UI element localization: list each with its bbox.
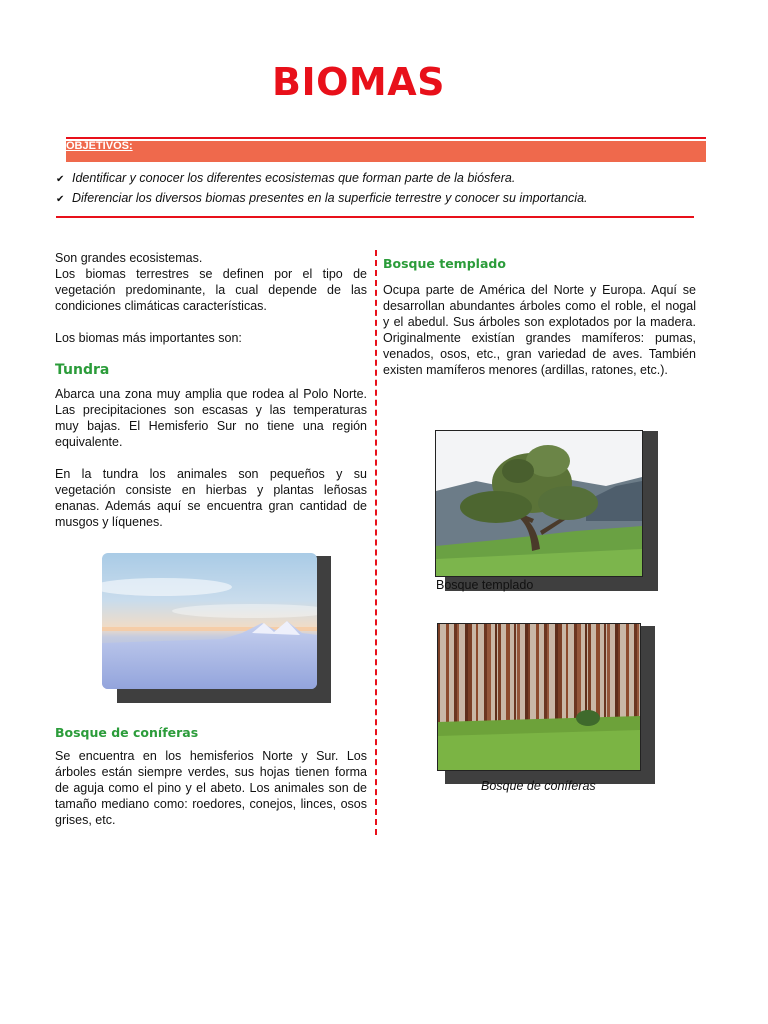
tundra-photo (102, 553, 317, 689)
intro-paragraph: Los biomas terrestres se definen por el tipo de vegetación predominante, la cual depende de las condiciones climáticas características. (55, 267, 367, 313)
intro-biomes-line: Los biomas más importantes son: (55, 331, 242, 345)
column-divider (375, 250, 377, 835)
templado-photo (435, 430, 643, 577)
tundra-paragraph-2: En la tundra los animales son pequeños y su vegetación consiste en hierbas y plantas leñosas enanas. Además aquí se encuentra gran cantidad de musgos y líquenes. (55, 467, 367, 529)
section-heading-templado: Bosque templado (383, 256, 506, 271)
coniferas-photo (437, 623, 641, 771)
check-icon: ✔ (56, 194, 65, 205)
objective-text: Identificar y conocer los diferentes ecosistemas que forman parte de la biósfera. (72, 171, 516, 185)
tundra-paragraph-1: Abarca una zona muy amplia que rodea al Polo Norte. Las precipitaciones son escasas y las temperaturas muy bajas. El Hemisferio Sur no tiene una región equivalente. (55, 387, 367, 449)
objectives-top-rule (66, 137, 706, 139)
coniferas-paragraph: Se encuentra en los hemisferios Norte y Sur. Los árboles están siempre verdes, sus hojas tienen forma de aguja como el pino y el abeto. Los animales son de tamaño mediano como: roedores, conejos, linces, osos grises, etc. (55, 749, 367, 827)
objective-text: Diferenciar los diversos biomas presentes en la superficie terrestre y conocer su importancia. (72, 191, 588, 205)
check-icon: ✔ (56, 174, 65, 185)
section-heading-coniferas: Bosque de coníferas (55, 725, 199, 740)
intro-line: Son grandes ecosistemas. (55, 251, 203, 265)
objective-item (56, 191, 588, 205)
caption-coniferas: Bosque de coníferas (481, 779, 596, 793)
caption-templado: Bosque templado (436, 578, 534, 592)
objectives-bottom-rule (56, 216, 694, 218)
templado-paragraph: Ocupa parte de América del Norte y Europa. Aquí se desarrollan abundantes árboles como el roble, el nogal y el abedul. Sus árboles son explotados por la madera. Originalmente existían grandes mamíferos: pumas, venados, osos, etc., gran variedad de aves. También existen mamíferos menores (ardillas, ratones, etc.). (383, 283, 696, 377)
section-heading-tundra: Tundra (55, 362, 110, 378)
objective-item (56, 171, 515, 185)
objectives-label: OBJETIVOS: (66, 140, 133, 152)
page-title: BIOMAS (272, 60, 445, 104)
objectives-header-bar (66, 141, 706, 162)
